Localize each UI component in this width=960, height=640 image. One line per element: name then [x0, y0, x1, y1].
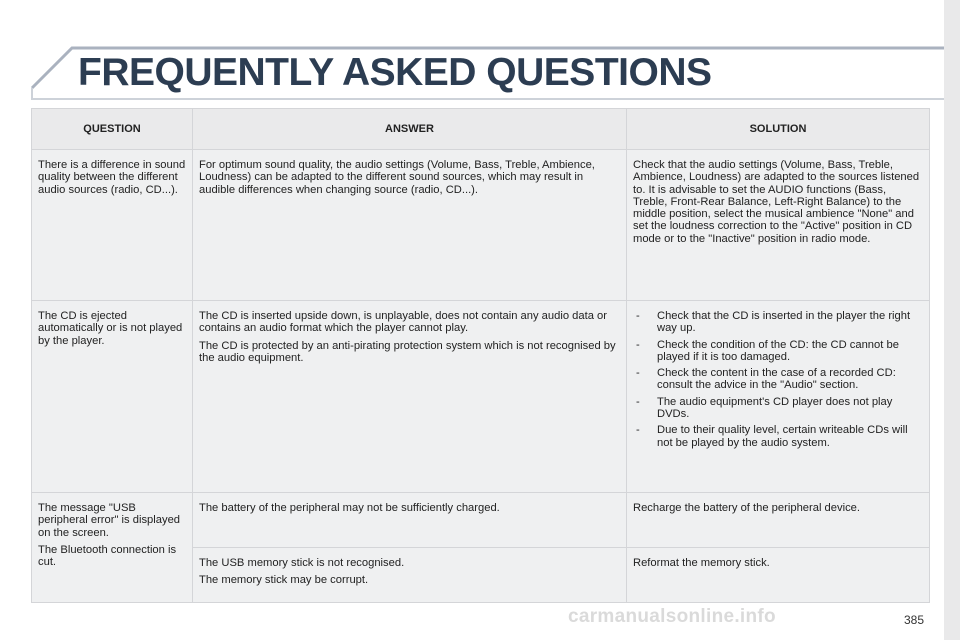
solution-cell: [627, 150, 930, 301]
answer-text: The CD is inserted upside down, is unplayable, does not contain any audio data or contains an audio format which the player cannot play.: [199, 310, 607, 335]
solution-cell: [627, 301, 930, 493]
solution-list-item: - Check that the CD is inserted in the player the right way up.: [633, 310, 923, 335]
page-number: 385: [904, 613, 925, 627]
answer-text: The USB memory stick is not recognised.: [199, 557, 405, 569]
table-row: [32, 150, 930, 301]
question-text: The message "USB peripheral error" is displayed on the screen.: [38, 502, 181, 539]
column-header-solution: SOLUTION: [627, 109, 930, 150]
question-text: The CD is ejected automatically or is not played by the player.: [38, 310, 183, 347]
question-cell: [32, 493, 193, 603]
answer-cell: [193, 548, 627, 603]
question-cell: [32, 150, 193, 301]
solution-text: Check that the audio settings (Volume, Bass, Treble, Ambience, Loudness) are adapted to the sources listened to. It is advisable to set the AUDIO functions (Bass, Treble, Front-Rear Balance, Left-Right Balance) to the middle position, select the musical ambience "None" and set the loudness correction to the "Active" position in CD mode or to the "Inactive" position in radio mode.: [633, 159, 920, 245]
solution-text: Recharge the battery of the peripheral device.: [633, 502, 860, 514]
answer-text: The CD is protected by an anti-pirating protection system which is not recognised by the audio equipment.: [199, 339, 616, 364]
solution-cell: [627, 548, 930, 603]
question-cell: [32, 301, 193, 493]
answer-cell: [193, 150, 627, 301]
answer-text: For optimum sound quality, the audio settings (Volume, Bass, Treble, Ambience, Loudness) can be adapted to the different sound sources, which may result in audible differences when changing source (radio, CD...).: [199, 159, 595, 196]
column-header-answer: ANSWER: [193, 109, 627, 150]
answer-cell: [193, 301, 627, 493]
solution-list-item: - Due to their quality level, certain writeable CDs will not be played by the audio system.: [633, 424, 923, 449]
table-row: [32, 301, 930, 493]
solution-list-item: - The audio equipment's CD player does not play DVDs.: [633, 396, 923, 421]
solution-list-item: - Check the content in the case of a recorded CD: consult the advice in the "Audio" section.: [633, 367, 923, 392]
page-edge-bar: [944, 0, 960, 640]
table-header-row: [32, 109, 930, 150]
watermark: carmanualsonline.info: [568, 606, 776, 627]
question-text: There is a difference in sound quality between the different audio sources (radio, CD...).: [38, 159, 186, 196]
page-title: FREQUENTLY ASKED QUESTIONS: [78, 51, 712, 94]
column-header-question: QUESTION: [32, 109, 193, 150]
solution-list-item: - Check the condition of the CD: the CD cannot be played if it is too damaged.: [633, 339, 923, 364]
faq-table: [31, 108, 930, 603]
answer-cell: [193, 493, 627, 548]
question-text: The Bluetooth connection is cut.: [38, 543, 177, 569]
answer-text: The battery of the peripheral may not be sufficiently charged.: [199, 502, 500, 514]
answer-text: The memory stick may be corrupt.: [199, 574, 369, 587]
solution-text: Reformat the memory stick.: [633, 557, 770, 569]
table-row: [32, 493, 930, 548]
solution-list: [633, 310, 923, 449]
solution-cell: [627, 493, 930, 548]
